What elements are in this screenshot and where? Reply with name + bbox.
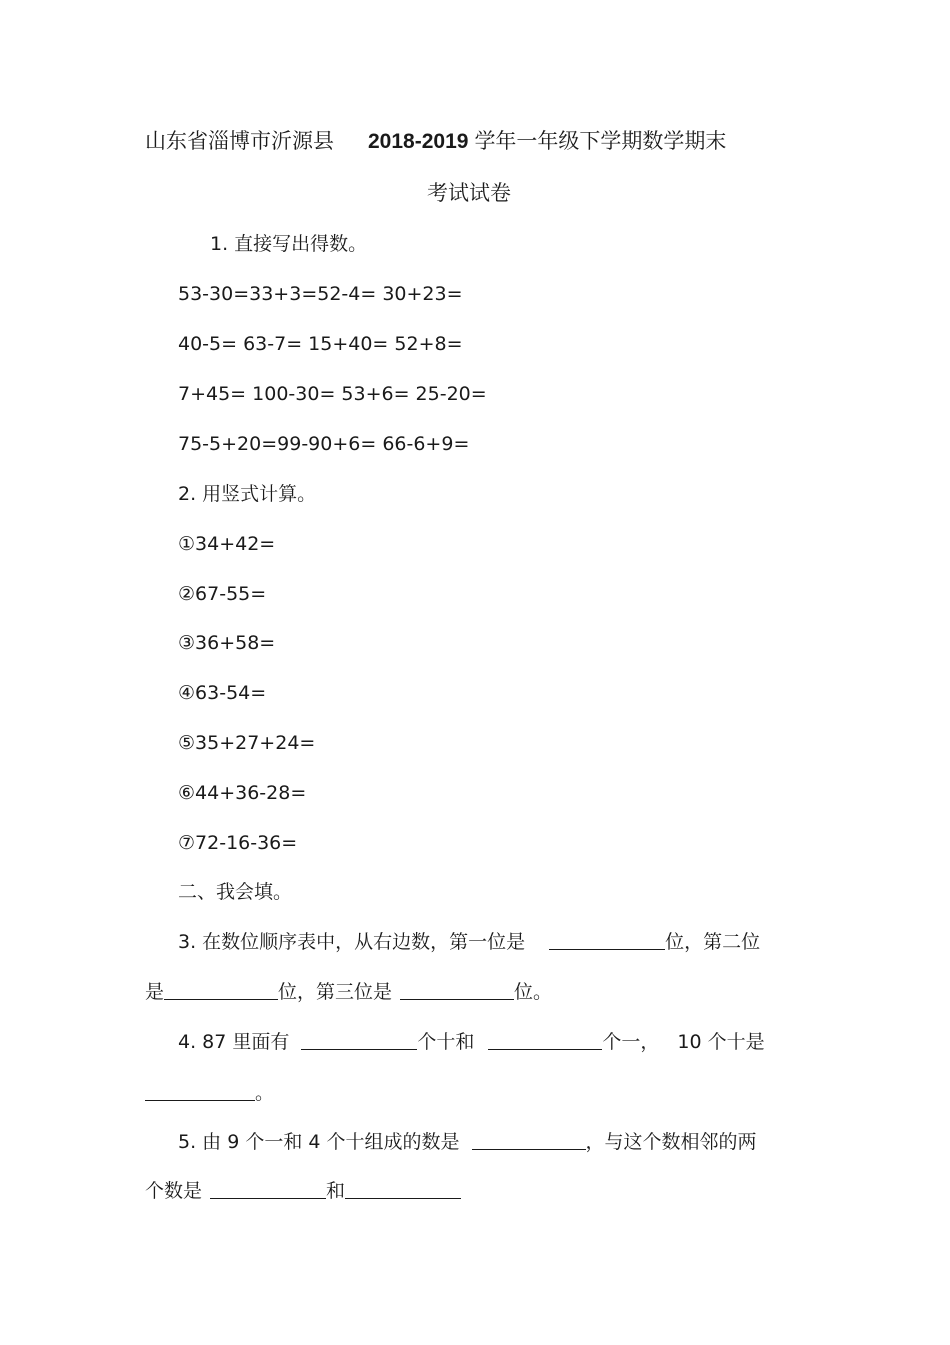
q5-line1 xyxy=(178,1129,757,1155)
q1-heading: 1. 直接写出得数。 xyxy=(210,233,368,255)
q5-line2 xyxy=(145,1178,461,1204)
section-heading: 二、我会填。 xyxy=(178,881,293,903)
title-years: 2018-2019 xyxy=(368,130,469,153)
answer-blank[interactable] xyxy=(400,979,514,1000)
q1-row: 53-30=33+3=52-4= 30+23= xyxy=(178,283,463,305)
q5-text: 和 xyxy=(326,1180,346,1202)
q3-text: 是 xyxy=(145,981,165,1003)
q3-text: 3. 在数位顺序表中，从右边数，第一位是 xyxy=(178,931,526,953)
q5-text: ，与这个数相邻的两 xyxy=(585,1131,757,1153)
q1-row: 40-5= 63-7= 15+40= 52+8= xyxy=(178,333,463,355)
title-subject: 学年一年级下学期数学期末 xyxy=(474,129,727,153)
q5-text: 5. 由 9 个一和 4 个十组成的数是 xyxy=(178,1131,460,1153)
answer-blank[interactable] xyxy=(345,1178,461,1199)
q2-item: ①34+42= xyxy=(178,533,276,555)
q2-item: ③36+58= xyxy=(178,632,276,654)
q2-item: ④63-54= xyxy=(178,682,267,704)
q4-line1 xyxy=(178,1029,765,1055)
q3-text: 位，第三位是 xyxy=(278,981,393,1003)
answer-blank[interactable] xyxy=(488,1029,602,1050)
q4-line2 xyxy=(145,1080,274,1106)
q4-text: 。 xyxy=(255,1082,275,1104)
exam-title-line2: 考试试卷 xyxy=(427,181,511,205)
q2-item: ⑤35+27+24= xyxy=(178,732,316,754)
answer-blank[interactable] xyxy=(210,1178,326,1199)
q3-text: 位，第二位 xyxy=(665,931,761,953)
q3-text: 位。 xyxy=(514,981,553,1003)
q3-line2 xyxy=(145,979,552,1005)
answer-blank[interactable] xyxy=(549,929,665,950)
q2-heading: 2. 用竖式计算。 xyxy=(178,483,317,505)
q1-row: 7+45= 100-30= 53+6= 25-20= xyxy=(178,383,487,405)
q5-text: 个数是 xyxy=(145,1180,203,1202)
title-location: 山东省淄博市沂源县 xyxy=(145,129,334,153)
answer-blank[interactable] xyxy=(145,1080,255,1101)
answer-blank[interactable] xyxy=(164,979,278,1000)
q4-text: 个十和 xyxy=(417,1031,475,1053)
answer-blank[interactable] xyxy=(301,1029,417,1050)
exam-title xyxy=(145,128,726,155)
answer-blank[interactable] xyxy=(472,1129,586,1150)
q4-text: 10 个十是 xyxy=(677,1031,765,1053)
q3-line1 xyxy=(178,929,760,955)
q2-item: ⑦72-16-36= xyxy=(178,832,298,854)
q1-row: 75-5+20=99-90+6= 66-6+9= xyxy=(178,433,470,455)
q2-item: ②67-55= xyxy=(178,583,267,605)
q4-text: 个一， xyxy=(602,1031,660,1053)
q4-text: 4. 87 里面有 xyxy=(178,1031,290,1053)
q2-item: ⑥44+36-28= xyxy=(178,782,307,804)
